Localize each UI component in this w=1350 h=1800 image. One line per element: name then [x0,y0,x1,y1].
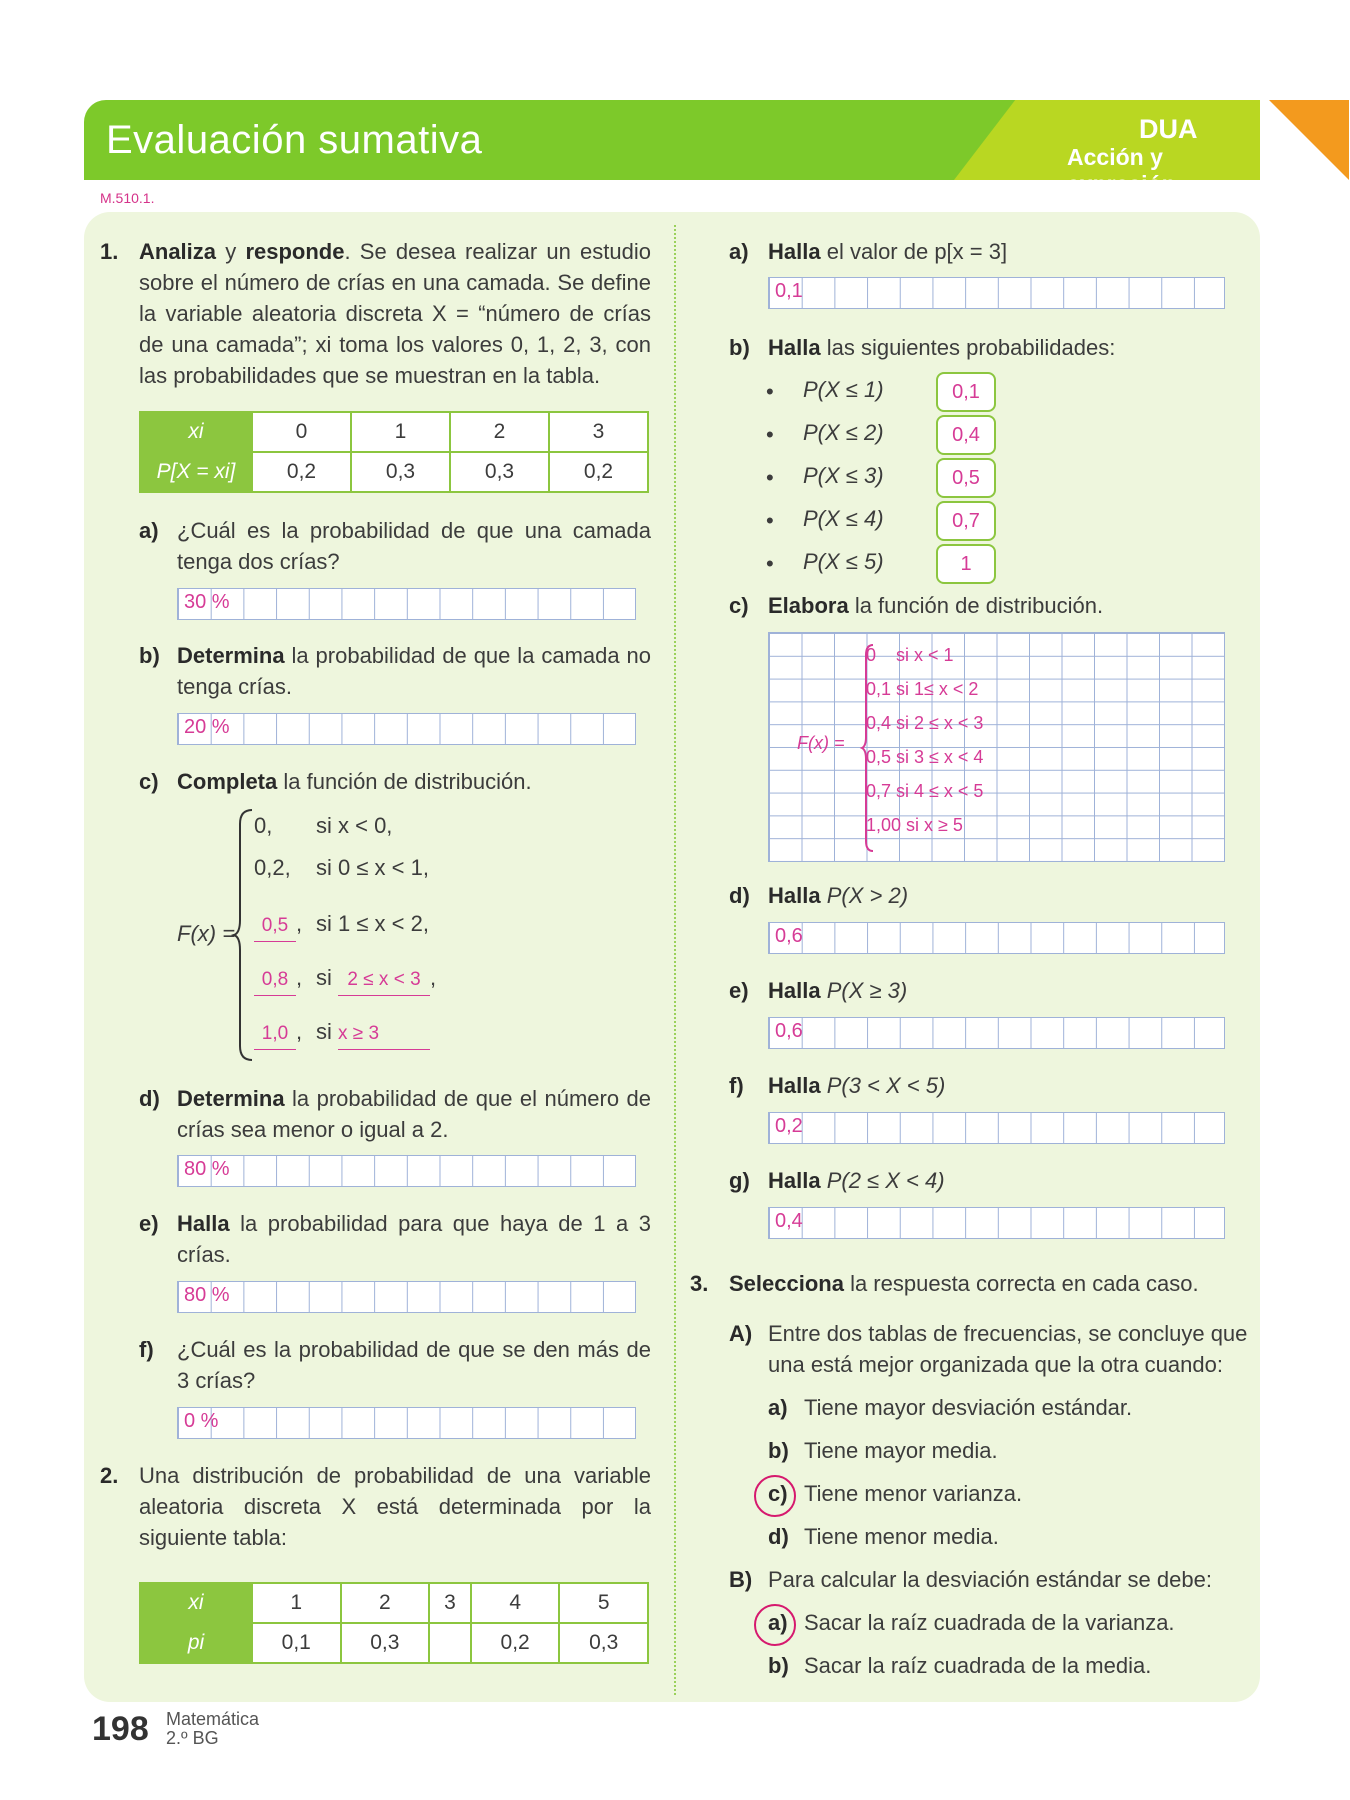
q1c-row3-ans: 2 ≤ x < 3 [338,964,430,996]
q2c-row: 0 si x < 1 [866,645,954,665]
q1c-row1-cond: si 0 ≤ x < 1, [316,855,429,880]
q1c-label: c) [139,769,159,794]
q2-table-cell: 2 [341,1583,430,1623]
q1-table-cell: 0 [252,412,351,452]
q3-number: 3. [690,1271,709,1296]
q3A-option-text[interactable]: Tiene mayor media. [804,1438,998,1463]
q3B-label: B) [729,1567,753,1592]
q2c-label: c) [729,593,749,618]
q1c-row3: 0,8 , [254,962,302,996]
q2c-row: 1,00 si x ≥ 5 [866,815,963,835]
q2b-answer-box[interactable]: 0,5 [936,458,996,498]
q2b-answer-box[interactable]: 0,4 [936,415,996,455]
q2b-bullet: • [766,422,774,447]
q2a-answer: 0,1 [775,280,803,302]
q3-verb: Selecciona [729,1271,844,1296]
q2-number: 2. [100,1463,119,1488]
dua-title: DUA [1139,114,1198,144]
page-title: Evaluación sumativa [106,118,483,162]
q2a-text-rest: el valor de p[x = 3] [820,239,1008,264]
q1-table-cell: 0,3 [351,452,450,492]
column-divider [674,225,676,1695]
q2-table-cell: 3 [429,1583,471,1623]
q1-verb2: responde [245,239,345,264]
q2g-label: g) [729,1168,750,1193]
q3A-option-label[interactable]: c) [768,1481,788,1506]
q1d-text [177,1083,651,1145]
q2c-text [768,590,1103,621]
q1-table-cell: 2 [450,412,549,452]
q2-table-cell: 0,1 [252,1623,341,1663]
q1-number: 1. [100,239,119,264]
q1e-answer: 80 % [184,1284,230,1306]
q2b-answer-box[interactable]: 0,7 [936,501,996,541]
q2c-fx: F(x) = [797,733,845,753]
q1-table-header-x: xi [140,412,252,452]
q2b-bullet: • [766,508,774,533]
q2-table-header-p: pi [140,1623,252,1663]
q1c-text [177,766,651,797]
q1c-row3-val: 0,8 [254,964,296,996]
q1-intro-text: . Se desea realizar un estudio sobre el número de crías en una camada. Se define la variable aleatoria discreta X = “número de crías de una camada”; xi toma los valores 0, 1, 2, 3, con las probabilidades que se muestran en la tabla. [139,239,651,388]
q3A-option-text[interactable]: Tiene menor varianza. [804,1481,1023,1506]
q3A-text: Entre dos tablas de frecuencias, se concluye que una está mejor organizada que la otra cuando: [768,1321,1248,1377]
page-number: 198 [92,1710,149,1748]
q2d-answer-field[interactable] [768,922,1225,954]
q1f-label: f) [139,1337,154,1362]
q2d-text [768,880,908,911]
q2d-text-rest: P(X > 2) [820,883,909,908]
q2e-answer-field[interactable] [768,1017,1225,1049]
dua-corner [1269,100,1349,180]
q1c-verb: Completa [177,769,278,794]
subject-name: Matemática [166,1709,260,1729]
q3A-option-label[interactable]: a) [768,1395,788,1420]
q1-table-cell: 3 [549,412,648,452]
q1-table-cell: 0,2 [252,452,351,492]
q1a-answer: 30 % [184,591,230,613]
q1f-text: ¿Cuál es la probabilidad de que se den más de 3 crías? [177,1337,651,1393]
q1c-row4: 1,0 , [254,1016,302,1050]
q1-intro [139,236,651,391]
q2f-verb: Halla [768,1073,821,1098]
q1-and: y [225,239,237,264]
q1-verb1: Analiza [139,239,217,264]
q3A-option-text[interactable]: Tiene mayor desviación estándar. [804,1395,1133,1420]
q1a-label: a) [139,518,159,543]
q2e-verb: Halla [768,978,821,1003]
q1c-row3-cond: si 2 ≤ x < 3 , [316,962,436,996]
q2f-label: f) [729,1073,744,1098]
q2e-label: e) [729,978,749,1003]
q2f-answer-field[interactable] [768,1112,1225,1144]
q1e-label: e) [139,1211,159,1236]
q2b-expr: P(X ≤ 3) [803,463,884,488]
q1c-row0-cond: si x < 0, [316,813,393,838]
q3A-option-label[interactable]: b) [768,1438,789,1463]
q1-table-header-p: P[X = xi] [140,452,252,492]
q1f-answer: 0 % [184,1410,219,1432]
q1c-text-rest: la función de distribución. [277,769,532,794]
q1a-text: ¿Cuál es la probabilidad de que una camada tenga dos crías? [177,518,651,574]
q1d-answer: 80 % [184,1158,230,1180]
q2-table-cell: 5 [559,1583,648,1623]
q2b-bullet: • [766,379,774,404]
q2d-answer: 0,6 [775,925,803,947]
q2g-answer-field[interactable] [768,1207,1225,1239]
q2b-bullet: • [766,465,774,490]
q2b-text-rest: las siguientes probabilidades: [820,335,1116,360]
q2-table-header-x: xi [140,1583,252,1623]
curriculum-code: M.510.1. [100,190,155,206]
q1c-row0-val: 0, [254,813,273,838]
q2g-text-rest: P(2 ≤ X < 4) [820,1168,945,1193]
q1-table-cell: 0,3 [450,452,549,492]
q2b-answer-box[interactable]: 0,1 [936,372,996,412]
q1b-answer-field[interactable] [177,713,636,745]
q3B-option-text[interactable]: Sacar la raíz cuadrada de la varianza. [804,1610,1175,1635]
q2f-text [768,1070,945,1101]
q2e-answer: 0,6 [775,1020,803,1042]
q1-table-cell: 0,2 [549,452,648,492]
q1c-row1-val: 0,2, [254,855,291,880]
q2b-text [768,332,1115,363]
q1d-text-rest: la probabilidad de que el número de crías sea menor o igual a 2. [177,1086,651,1142]
q3A-option-text[interactable]: Tiene menor media. [804,1524,999,1549]
q2c-row: 0,5 si 3 ≤ x < 4 [866,747,984,767]
q1d-label: d) [139,1086,160,1111]
q1c-row4-si: si [316,1019,332,1044]
grade-name: 2.º BG [166,1728,219,1748]
q2c-row: 0,1 si 1≤ x < 2 [866,679,979,699]
q2b-label: b) [729,335,750,360]
q2c-grid[interactable] [768,632,1225,862]
q2b-bullet: • [766,551,774,576]
dua-subtitle: Acción y expresión [1067,144,1176,197]
q3A-option-label[interactable]: d) [768,1524,789,1549]
q2e-text-rest: P(X ≥ 3) [820,978,908,1003]
q2b-verb: Halla [768,335,821,360]
q1c-fx: F(x) = [177,921,236,946]
q2c-text-rest: la función de distribución. [848,593,1104,618]
q1b-text-rest: la probabilidad de que la camada no tenga crías. [177,643,651,699]
q1b-verb: Determina [177,643,285,668]
q2-table-cell: 0,3 [341,1623,430,1663]
q2f-text-rest: P(3 < X < 5) [820,1073,946,1098]
q3-text [729,1268,1199,1299]
q1c-row4-cond [316,1016,430,1050]
q1e-text [177,1208,651,1270]
q2b-answer-box[interactable]: 1 [936,544,996,584]
q3B-text: Para calcular la desviación estándar se debe: [768,1567,1212,1592]
q1a-answer-field[interactable] [177,588,636,620]
q3A-label: A) [729,1321,753,1346]
q2b-expr: P(X ≤ 2) [803,420,884,445]
q2-table-cell: 0,2 [471,1623,560,1663]
q1e-verb: Halla [177,1211,230,1236]
q2g-text [768,1165,945,1196]
q3-text-rest: la respuesta correcta en cada caso. [843,1271,1199,1296]
q2d-verb: Halla [768,883,821,908]
q3B-option-text[interactable]: Sacar la raíz cuadrada de la media. [804,1653,1152,1678]
q1b-text [177,640,651,702]
q2e-text [768,975,907,1006]
q1c-row4-val: 1,0 [254,1018,296,1050]
q1d-answer-field[interactable] [177,1155,636,1187]
q1c-row2: 0,5 , [254,908,302,942]
q2-table-cell [429,1623,471,1663]
q3B-option-label[interactable]: a) [768,1610,788,1635]
q2g-answer: 0,4 [775,1210,803,1232]
q3B-option-label[interactable]: b) [768,1653,789,1678]
q2c-verb: Elabora [768,593,849,618]
q1c-brace [232,808,254,1062]
q2-table-cell: 4 [471,1583,560,1623]
q2a-text [768,236,1007,267]
q1e-answer-field[interactable] [177,1281,636,1313]
q1b-answer: 20 % [184,716,230,738]
q2g-verb: Halla [768,1168,821,1193]
q2b-expr: P(X ≤ 4) [803,506,884,531]
q1-table-cell: 1 [351,412,450,452]
q1c-row2-val: 0,5 [254,910,296,942]
q1b-label: b) [139,643,160,668]
q2-text: Una distribución de probabilidad de una variable aleatoria discreta X está determinada por la siguiente tabla: [139,1463,651,1550]
q1c-row2-cond: si 1 ≤ x < 2, [316,911,429,936]
q1c-row3-si: si [316,965,332,990]
q1f-answer-field[interactable] [177,1407,636,1439]
q2-table-cell: 0,3 [559,1623,648,1663]
q1-table [139,411,649,493]
q2f-answer: 0,2 [775,1115,803,1137]
q2a-answer-field[interactable] [768,277,1225,309]
q2a-verb: Halla [768,239,821,264]
q2c-row: 0,7 si 4 ≤ x < 5 [866,781,984,801]
q2d-label: d) [729,883,750,908]
q1e-text-rest: la probabilidad para que haya de 1 a 3 crías. [177,1211,651,1267]
footer-subject [166,1710,259,1748]
q2-table [139,1582,649,1664]
q2-table-cell: 1 [252,1583,341,1623]
q2a-label: a) [729,239,749,264]
q2b-expr: P(X ≤ 1) [803,377,884,402]
header-banner [84,100,1260,197]
q1c-row4-ans: x ≥ 3 [338,1018,430,1050]
q2c-row: 0,4 si 2 ≤ x < 3 [866,713,984,733]
q2b-expr: P(X ≤ 5) [803,549,884,574]
q1d-verb: Determina [177,1086,285,1111]
